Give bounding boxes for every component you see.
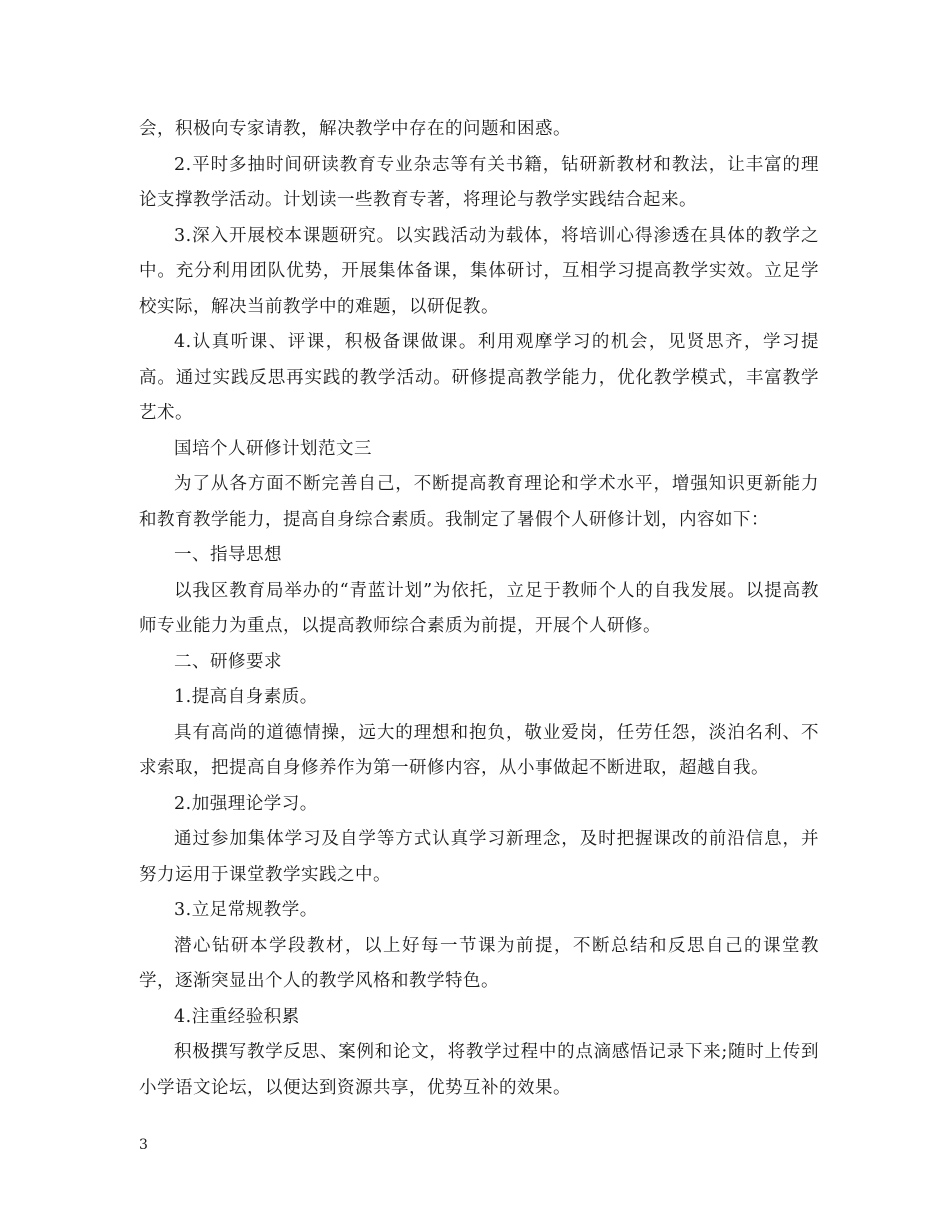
paragraph: 以我区教育局举办的“青蓝计划”为依托，立足于教师个人的自我发展。以提高教师专业能力为重点，以提高教师综合素质为前提，开展个人研修。 — [139, 580, 819, 636]
page-number: 3 — [139, 1137, 148, 1153]
section-heading: 二、研修要求 — [174, 651, 282, 672]
list-item-heading: 1.提高自身素质。 — [174, 687, 318, 707]
paragraph: 具有高尚的道德情操，远大的理想和抱负，敬业爱岗，任劳任怨，淡泊名利、不求索取，把提高自身修养作为第一研修内容，从小事做起不断进取，超越自我。 — [139, 722, 819, 778]
list-item-heading: 4.注重经验积累 — [174, 1006, 300, 1027]
section-heading: 国培个人研修计划范文三 — [174, 438, 372, 459]
section-heading: 一、指导思想 — [174, 545, 282, 565]
paragraph: 会，积极向专家请教，解决教学中存在的问题和困惑。 — [139, 119, 571, 139]
paragraph: 通过参加集体学习及自学等方式认真学习新理念，及时把握课改的前沿信息，并努力运用于课堂教学实践之中。 — [139, 829, 819, 885]
paragraph: 积极撰写教学反思、案例和论文，将教学过程中的点滴感悟记录下来;随时上传到小学语文论坛，以便达到资源共享，优势互补的效果。 — [139, 1042, 819, 1098]
paragraph: 2.平时多抽时间研读教育专业杂志等有关书籍，钻研新教材和教法，让丰富的理论支撑教学活动。计划读一些教育专著，将理论与教学实践结合起来。 — [139, 154, 819, 210]
paragraph: 潜心钻研本学段教材，以上好每一节课为前提，不断总结和反思自己的课堂教学，逐渐突显出个人的教学风格和教学特色。 — [139, 935, 819, 991]
list-item-heading: 3.立足常规教学。 — [174, 900, 318, 920]
paragraph: 3.深入开展校本课题研究。以实践活动为载体，将培训心得渗透在具体的教学之中。充分利用团队优势，开展集体备课，集体研讨，互相学习提高教学实效。立足学校实际，解决当前教学中的难题，以研促教。 — [139, 225, 819, 317]
paragraph: 为了从各方面不断完善自己，不断提高教育理论和学术水平，增强知识更新能力和教育教学能力，提高自身综合素质。我制定了暑假个人研修计划，内容如下： — [139, 474, 819, 530]
paragraph: 4.认真听课、评课，积极备课做课。利用观摩学习的机会，见贤思齐，学习提高。通过实践反思再实践的教学活动。研修提高教学能力，优化教学模式，丰富教学艺术。 — [139, 332, 819, 423]
list-item-heading: 2.加强理论学习。 — [174, 793, 318, 814]
document-body — [139, 112, 819, 1106]
